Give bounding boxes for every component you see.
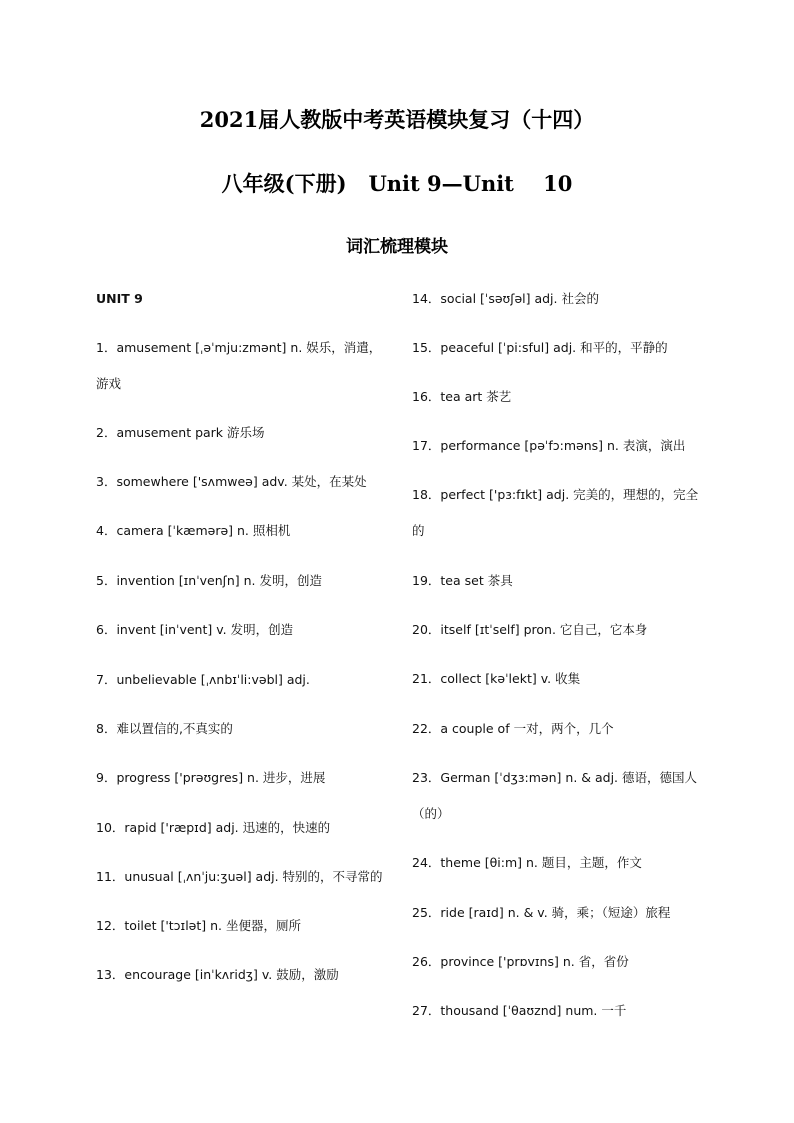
vocab-item: 5．invention [ɪnˈvenʃn] n. 发明，创造: [96, 573, 323, 588]
section-title: 词汇梳理模块: [346, 237, 448, 257]
vocab-item: 16．tea art 茶艺: [412, 389, 512, 404]
vocab-item: 4．camera [ˈkæmərə] n. 照相机: [96, 523, 291, 538]
document-subtitle: 八年级(下册) Unit 9—Unit 10: [221, 171, 573, 196]
vocab-item: 6．invent [inˈvent] v. 发明，创造: [96, 622, 294, 637]
vocab-item: 20．itself [ɪtˈself] pron. 它自己，它本身: [412, 622, 648, 637]
vocab-item-continuation: （的）: [412, 806, 450, 821]
vocab-item: 27．thousand [ˈθaʊznd] num. 一千: [412, 1003, 627, 1018]
vocab-item: 22．a couple of 一对，两个，几个: [412, 721, 614, 736]
vocab-item: 10．rapid ['ræpɪd] adj. 迅速的，快速的: [96, 820, 331, 835]
vocab-item: 23．German [ˈdʒɜ:mən] n. & adj. 德语，德国人: [412, 770, 698, 785]
vocab-item: 7．unbelievable [ˌʌnbɪˈli:vəbl] adj.: [96, 672, 310, 687]
vocab-item: 11．unusual [ˌʌnˈju:ʒuəl] adj. 特别的，不寻常的: [96, 869, 383, 884]
vocab-item: 15．peaceful [ˈpi:sful] adj. 和平的，平静的: [412, 340, 668, 355]
vocab-item: 13．encourage [inˈkʌridʒ] v. 鼓励，激励: [96, 967, 339, 982]
vocab-item: 1．amusement [ˌəˈmju:zmənt] n. 娱乐，消遣，: [96, 340, 382, 355]
vocab-item-continuation: 的: [412, 523, 425, 538]
vocab-item: 2．amusement park 游乐场: [96, 425, 265, 440]
vocab-item: 25．ride [raɪd] n. & v. 骑，乘；（短途）旅程: [412, 905, 671, 920]
vocab-item: 21．collect [kəˈlekt] v. 收集: [412, 671, 581, 686]
vocab-item: 19．tea set 茶具: [412, 573, 513, 588]
document-title: 2021届人教版中考英语模块复习（十四）: [199, 107, 595, 132]
unit-heading: UNIT 9: [96, 291, 143, 306]
vocab-item: 17．performance [pəˈfɔ:məns] n. 表演，演出: [412, 438, 686, 453]
vocab-item: 12．toilet ['tɔɪlət] n. 坐便器，厕所: [96, 918, 301, 933]
vocab-item: 3．somewhere ['sʌmweə] adv. 某处，在某处: [96, 474, 367, 489]
vocab-item: 14．social [ˈsəʊʃəl] adj. 社会的: [412, 291, 599, 306]
vocab-item: 8．难以置信的,不真实的: [96, 721, 233, 736]
vocab-item: 24．theme [θi:m] n. 题目，主题，作文: [412, 855, 642, 870]
vocab-item: 9．progress ['prəʊgres] n. 进步，进展: [96, 770, 326, 785]
vocab-item: 18．perfect ['pɜ:fɪkt] adj. 完美的，理想的，完全: [412, 487, 699, 502]
vocab-item-continuation: 游戏: [96, 376, 122, 391]
vocab-item: 26．province ['prɒvɪns] n. 省，省份: [412, 954, 629, 969]
